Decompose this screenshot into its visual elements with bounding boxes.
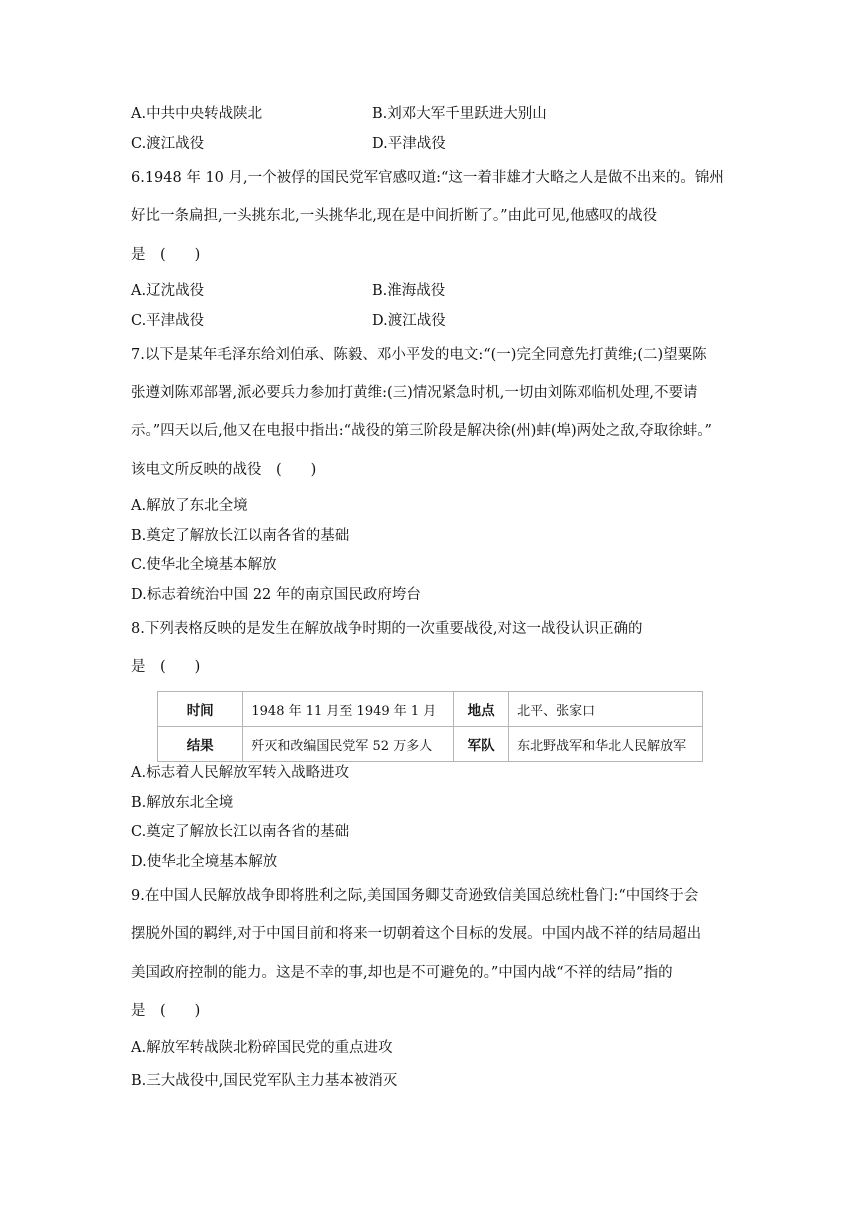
place-label: 地点 [454, 692, 509, 727]
q7-stem-line3: 示。”四天以后,他又在电报中指出:“战役的第三阶段是解决徐(州)蚌(埠)两处之敌,夺取徐蚌。” [131, 423, 712, 439]
time-label: 时间 [158, 692, 243, 727]
result-value: 歼灭和改编国民党军 52 万多人 [243, 727, 454, 762]
table-row [158, 727, 703, 762]
time-value: 1948 年 11 月至 1949 年 1 月 [243, 692, 454, 727]
q6-option-d: D.渡江战役 [372, 313, 446, 329]
q7-option-a: A.解放了东北全境 [131, 498, 248, 514]
q5-option-c: C.渡江战役 [131, 136, 205, 152]
army-value: 东北野战军和华北人民解放军 [509, 727, 703, 762]
q8-option-d: D.使华北全境基本解放 [131, 854, 278, 870]
q7-option-c: C.使华北全境基本解放 [131, 557, 277, 573]
q9-stem-line1: 9.在中国人民解放战争即将胜利之际,美国国务卿艾奇逊致信美国总统杜鲁门:“中国终于会 [131, 888, 699, 904]
battle-info-table [157, 691, 703, 762]
q9-stem-line2: 摆脱外国的羁绊,对于中国目前和将来一切朝着这个目标的发展。中国内战不祥的结局超出 [131, 926, 702, 942]
q6-option-b: B.淮海战役 [372, 283, 446, 299]
q7-stem-line4: 该电文所反映的战役 ( ) [131, 462, 317, 478]
q8-option-b: B.解放东北全境 [131, 795, 234, 811]
q7-option-b: B.奠定了解放长江以南各省的基础 [131, 528, 350, 544]
q7-stem-line1: 7.以下是某年毛泽东给刘伯承、陈毅、邓小平发的电文:“(一)完全同意先打黄维;(二)望粟陈 [131, 347, 707, 363]
q9-stem-line4: 是 ( ) [131, 1003, 201, 1019]
result-label: 结果 [158, 727, 243, 762]
q8-option-a: A.标志着人民解放军转入战略进攻 [131, 765, 350, 781]
q6-option-c: C.平津战役 [131, 313, 205, 329]
q7-option-d: D.标志着统治中国 22 年的南京国民政府垮台 [131, 587, 421, 603]
q9-option-a: A.解放军转战陕北粉碎国民党的重点进攻 [131, 1040, 393, 1056]
army-label: 军队 [454, 727, 509, 762]
q6-option-a: A.辽沈战役 [131, 283, 205, 299]
q7-stem-line2: 张遵刘陈邓部署,派必要兵力参加打黄维:(三)情况紧急时机,一切由刘陈邓临机处理,不要请 [131, 385, 698, 401]
q9-option-b: B.三大战役中,国民党军队主力基本被消灭 [131, 1073, 398, 1089]
q6-stem-line2: 好比一条扁担,一头挑东北,一头挑华北,现在是中间折断了。”由此可见,他感叹的战役 [131, 208, 658, 224]
q6-stem-line1: 6.1948 年 10 月,一个被俘的国民党军官感叹道:“这一着非雄才大略之人是做不出来的。锦州 [131, 170, 724, 186]
place-value: 北平、张家口 [509, 692, 703, 727]
q5-option-d: D.平津战役 [372, 136, 446, 152]
q5-option-b: B.刘邓大军千里跃进大别山 [372, 106, 547, 122]
q6-stem-line3: 是 ( ) [131, 247, 201, 263]
q8-stem-line2: 是 ( ) [131, 659, 201, 675]
q8-option-c: C.奠定了解放长江以南各省的基础 [131, 824, 350, 840]
q9-stem-line3: 美国政府控制的能力。这是不幸的事,却也是不可避免的。”中国内战“不祥的结局”指的 [131, 965, 673, 981]
q8-stem-line1: 8.下列表格反映的是发生在解放战争时期的一次重要战役,对这一战役认识正确的 [131, 621, 643, 637]
q5-option-a: A.中共中央转战陕北 [131, 106, 263, 122]
table-row [158, 692, 703, 727]
